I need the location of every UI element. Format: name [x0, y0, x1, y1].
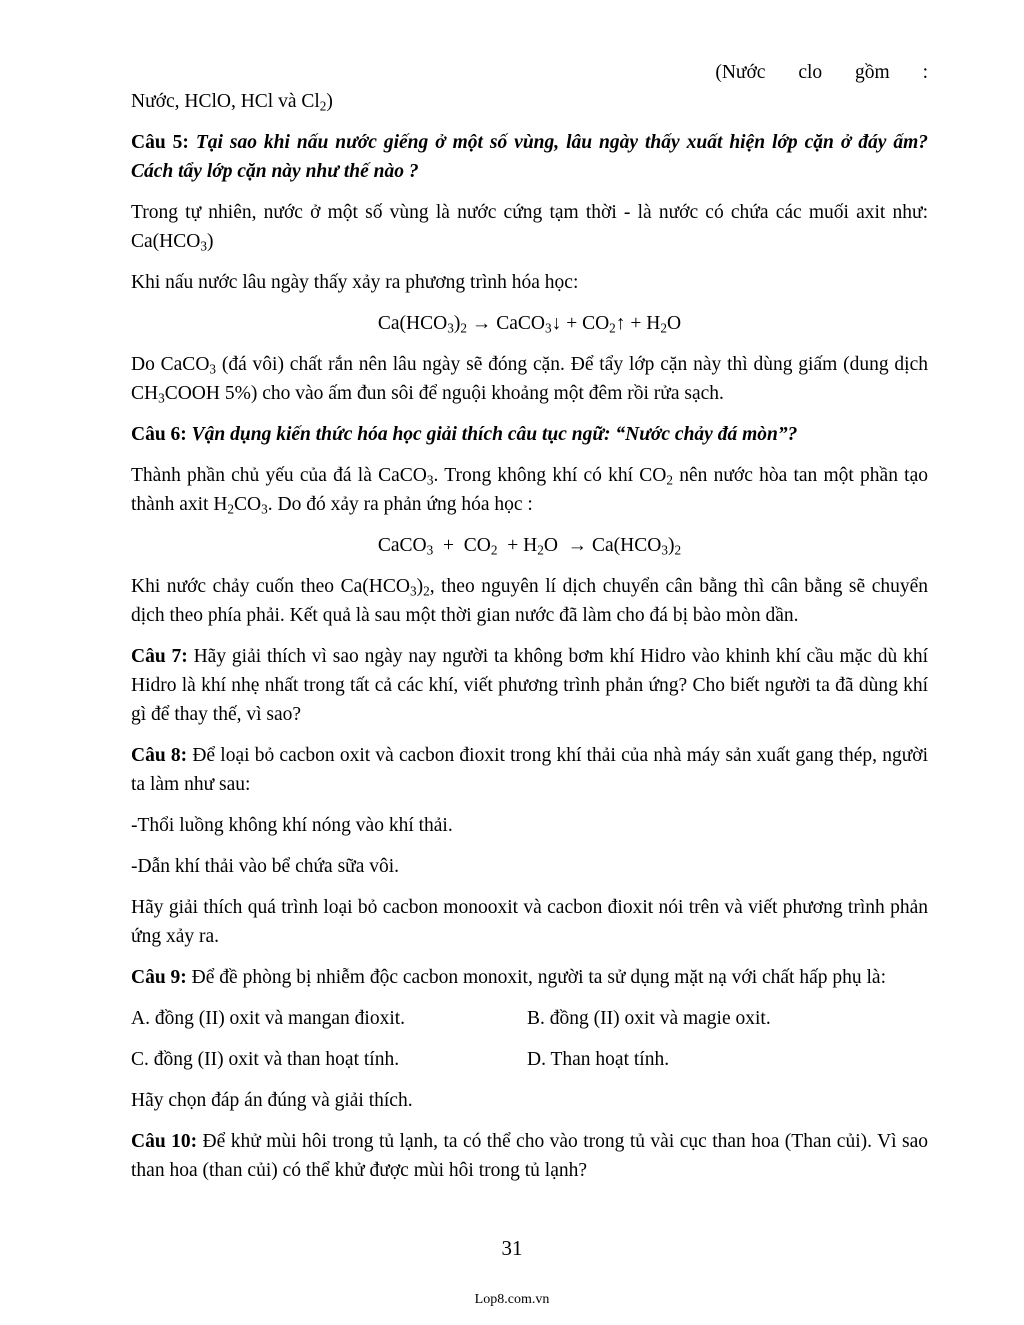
- task-line: Hãy chọn đáp án đúng và giải thích.: [131, 1090, 413, 1111]
- answer-paragraph: Khi nước chảy cuốn theo $Ca(HCO_3)_2$, theo nguyên lí dịch chuyển cân bằng thì cân bằng sẽ chuyển dịch theo phía phải. Kết quả là sau một thời gian nước đã làm cho đá bị bào mòn dần.: [131, 576, 929, 626]
- question-label: Câu 9:: [131, 967, 187, 988]
- chemical-equation: CaCO$_3$ + $CO_2 + H_2O \to Ca(HCO_3)_2$: [377, 535, 682, 558]
- option-b: B. đồng (II) oxit và magie oxit.: [527, 1008, 771, 1029]
- step-line: -Thổi luồng không khí nóng vào khí thải.: [131, 815, 453, 836]
- question-label: Câu 7:: [131, 646, 188, 667]
- question-label: Câu 6:: [131, 424, 187, 445]
- answer-paragraph: Khi nấu nước lâu ngày thấy xảy ra phương trình hóa học:: [131, 272, 579, 293]
- carry-over-line: (Nước clo gồm :: [715, 62, 928, 83]
- question-5: [131, 128, 928, 186]
- option-a: A. đồng (II) oxit và mangan đioxit.: [131, 1008, 406, 1029]
- question-8: Câu 8: Để loại bỏ cacbon oxit và cacbon đioxit trong khí thải của nhà máy sản xuất gang thép, người ta làm như sau:: [131, 745, 929, 795]
- option-d: D. Than hoạt tính.: [527, 1049, 670, 1070]
- question-label: Câu 8:: [131, 745, 188, 766]
- option-c: C. đồng (II) oxit và than hoạt tính.: [131, 1049, 400, 1070]
- question-7: Câu 7: Hãy giải thích vì sao ngày nay người ta không bơm khí Hidro vào khinh khí cầu mặc dù khí Hidro là khí nhẹ nhất trong tất cả các khí, viết phương trình phản ứng? Cho biết người ta đã dùng khí gì để thay thế, vì sao?: [131, 646, 929, 725]
- step-line: -Dẫn khí thải vào bể chứa sữa vôi.: [131, 856, 400, 877]
- question-text: Tại sao khi nấu nước giếng ở một số vùng, lâu ngày thấy xuất hiện lớp cặn ở đáy ấm? Cách tẩy lớp cặn này như thế nào ?: [131, 132, 929, 182]
- question-label: Câu 5:: [131, 132, 189, 153]
- answer-paragraph: Thành phần chủ yếu của đá là CaCO$_3$. Trong không khí có khí $CO_2$ nên nước hòa tan một phần tạo thành axit $H_2CO_3$. Do đó xảy ra phản ứng hóa học :: [131, 465, 929, 517]
- document-page: [131, 58, 928, 1197]
- answer-paragraph: Trong tự nhiên, nước ở một số vùng là nước cứng tạm thời - là nước có chứa các muối axit như: $Ca(HCO_3)$: [131, 202, 928, 254]
- question-label: Câu 10:: [131, 1131, 198, 1152]
- options-row: [131, 1004, 928, 1033]
- options-row: [131, 1045, 928, 1074]
- question-10: Câu 10: Để khử mùi hôi trong tủ lạnh, ta có thể cho vào trong tủ vài cục than hoa (Than củi). Vì sao than hoa (than củi) có thể khử được mùi hôi trong tủ lạnh?: [131, 1131, 928, 1181]
- answer-paragraph: Do CaCO$_3$ (đá vôi) chất rắn nên lâu ngày sẽ đóng cặn. Để tẩy lớp cặn này thì dùng giấm (dung dịch $CH_3COOH$ 5%) cho vào ấm đun sôi để nguội khoảng một đêm rồi rửa sạch.: [131, 354, 928, 406]
- chemical-equation: $Ca(HCO_3)_2$ → CaCO$_3$↓ + $CO_2↑ + H_2O$: [377, 313, 682, 336]
- footer-site: Lop8.com.vn: [474, 1292, 550, 1307]
- question-text: Vận dụng kiến thức hóa học giải thích câu tục ngữ: “Nước chảy đá mòn”?: [191, 424, 798, 445]
- question-9: Câu 9: Để đề phòng bị nhiễm độc cacbon monoxit, người ta sử dụng mặt nạ với chất hấp phụ là:: [131, 967, 886, 988]
- question-6: [131, 420, 928, 449]
- task-line: Hãy giải thích quá trình loại bỏ cacbon monooxit và cacbon đioxit nói trên và viết phương trình phản ứng xảy ra.: [131, 897, 928, 947]
- page-number: 31: [501, 1236, 523, 1260]
- carry-over-continuation: Nước, HClO, HCl và $Cl_2$): [131, 91, 333, 114]
